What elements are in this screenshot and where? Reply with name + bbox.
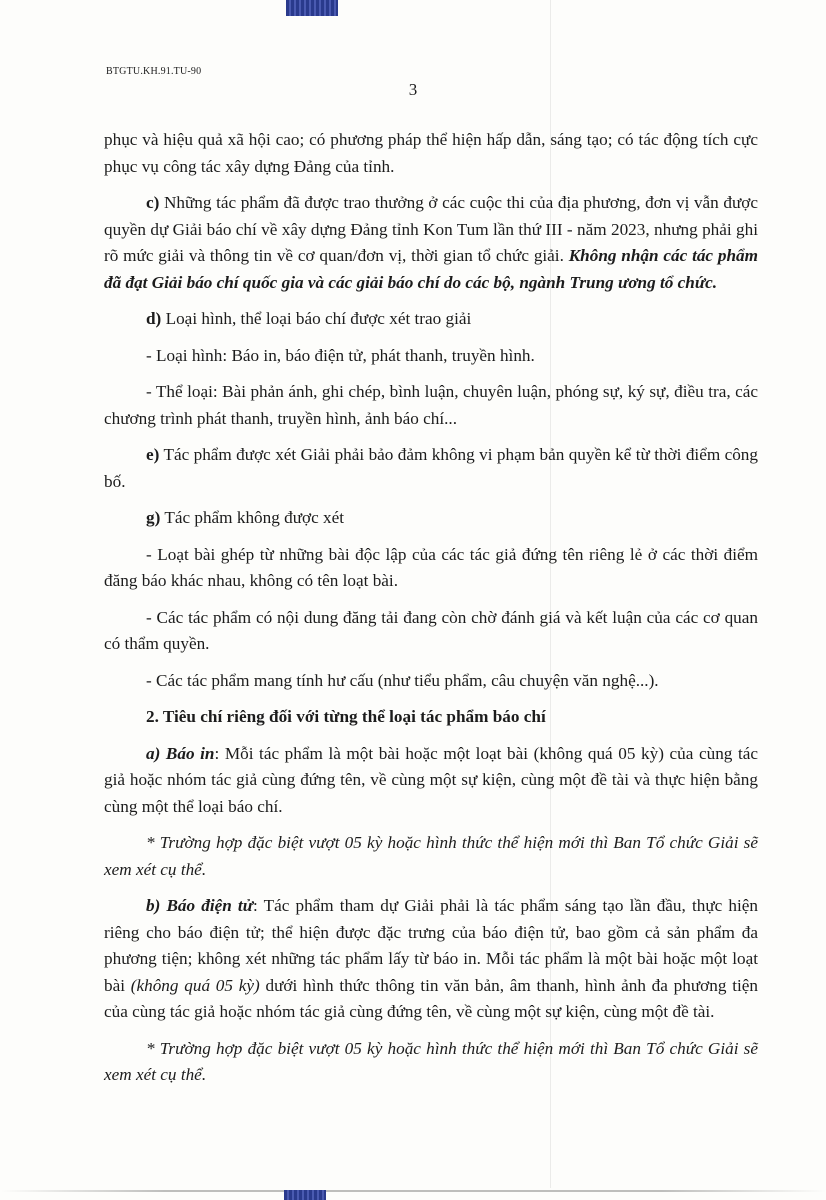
list-item-excluded-series: - Loạt bài ghép từ những bài độc lập của các tác giả đứng tên riêng lẻ ở các thời điểm đăng báo khác nhau, không có tên loạt bài. [104,544,758,590]
document-code: BTGTU.KH.91.TU-90 [106,66,202,77]
paragraph-continuation: phục và hiệu quả xã hội cao; có phương pháp thể hiện hấp dẫn, sáng tạo; có tác động tích cực phục vụ công tác xây dựng Đảng của tỉnh. [104,130,758,176]
paragraph-e-text: Tác phẩm được xét Giải phải bảo đảm không vi phạm bản quyền kể từ thời điểm công bố. [104,445,758,491]
paragraph-electronic-paren: (không quá 05 kỳ) [130,975,260,995]
page-bottom-edge [0,1190,826,1192]
section-heading: 2. Tiêu chí riêng đối với từng thể loại tác phẩm báo chí [146,707,546,726]
paragraph-c [104,190,758,296]
paragraph-print-text: : Mỗi tác phẩm là một bài hoặc một loạt bài (không quá 05 kỳ) của cùng tác giả hoặc nhóm tác giả cùng đứng tên, về cùng một sự kiện, cùng một đề tài và thực hiện bằng cùng một thể loại báo chí. [104,743,758,816]
list-item-excluded-pending: - Các tác phẩm có nội dung đăng tải đang còn chờ đánh giá và kết luận của các cơ quan có thẩm quyền. [104,607,758,653]
paragraph-electronic-text-2: dưới hình thức thông tin văn bản, âm thanh, hình ảnh đa phương tiện của cùng tác giả hoặc nhóm tác giả cùng đứng tên, về cùng một sự kiện, cùng một đề tài. [104,975,758,1021]
paragraph-g-text: Tác phẩm không được xét [160,508,345,527]
paragraph-electronic [104,893,758,1026]
list-item-excluded-fiction: - Các tác phẩm mang tính hư cấu (như tiểu phẩm, câu chuyện văn nghệ...). [146,670,659,690]
scan-marker-top [286,0,338,16]
list-item-genre: - Thể loại: Bài phản ánh, ghi chép, bình luận, chuyên luận, phóng sự, ký sự, điều tra, các chương trình phát thanh, truyền hình, ảnh báo chí... [104,382,758,428]
paragraph-d [104,306,758,333]
item-label-d: d) [146,309,162,328]
item-label-g: g) [146,508,161,527]
paragraph-electronic-text-1: : Tác phẩm tham dự Giải phải là tác phẩm sáng tạo lần đầu, thực hiện riêng cho báo điện tử; thể hiện được đặc trưng của báo điện tử, bao gồm cả sản phẩm đa phương tiện; không xét những tác phẩm lấy từ báo in. Mỗi tác phẩm là một bài hoặc một loạt bài [104,896,758,995]
item-label-c: c) [146,193,160,212]
item-label-e: e) [146,445,160,464]
list-item-format: - Loại hình: Báo in, báo điện tử, phát thanh, truyền hình. [146,345,535,365]
note-print: * Trường hợp đặc biệt vượt 05 kỳ hoặc hình thức thể hiện mới thì Ban Tổ chức Giải sẽ xem xét cụ thể. [104,833,758,879]
paragraph-d-text: Loại hình, thể loại báo chí được xét trao giải [161,309,472,328]
item-label-electronic: b) Báo điện tử [146,896,253,915]
page-number: 3 [408,80,418,99]
scan-marker-bottom [284,1190,326,1200]
paragraph-c-emphasis: Không nhận các tác phẩm đã đạt Giải báo chí quốc gia và các giải báo chí do các bộ, ngành Trung ương tổ chức. [104,246,758,292]
paragraph-e [104,442,758,495]
note-electronic: * Trường hợp đặc biệt vượt 05 kỳ hoặc hình thức thể hiện mới thì Ban Tổ chức Giải sẽ xem xét cụ thể. [104,1038,758,1084]
paragraph-print [104,741,758,821]
paragraph-g [104,505,758,532]
paragraph-c-text: Những tác phẩm đã được trao thưởng ở các cuộc thi của địa phương, đơn vị vẫn được quyền dự Giải báo chí về xây dựng Đảng tỉnh Kon Tum lần thứ III - năm 2023, nhưng phải ghi rõ mức giải và thông tin về cơ quan/đơn vị, thời gian tổ chức giải. [104,193,758,265]
item-label-print: a) Báo in [146,743,215,763]
document-body [104,127,758,1099]
